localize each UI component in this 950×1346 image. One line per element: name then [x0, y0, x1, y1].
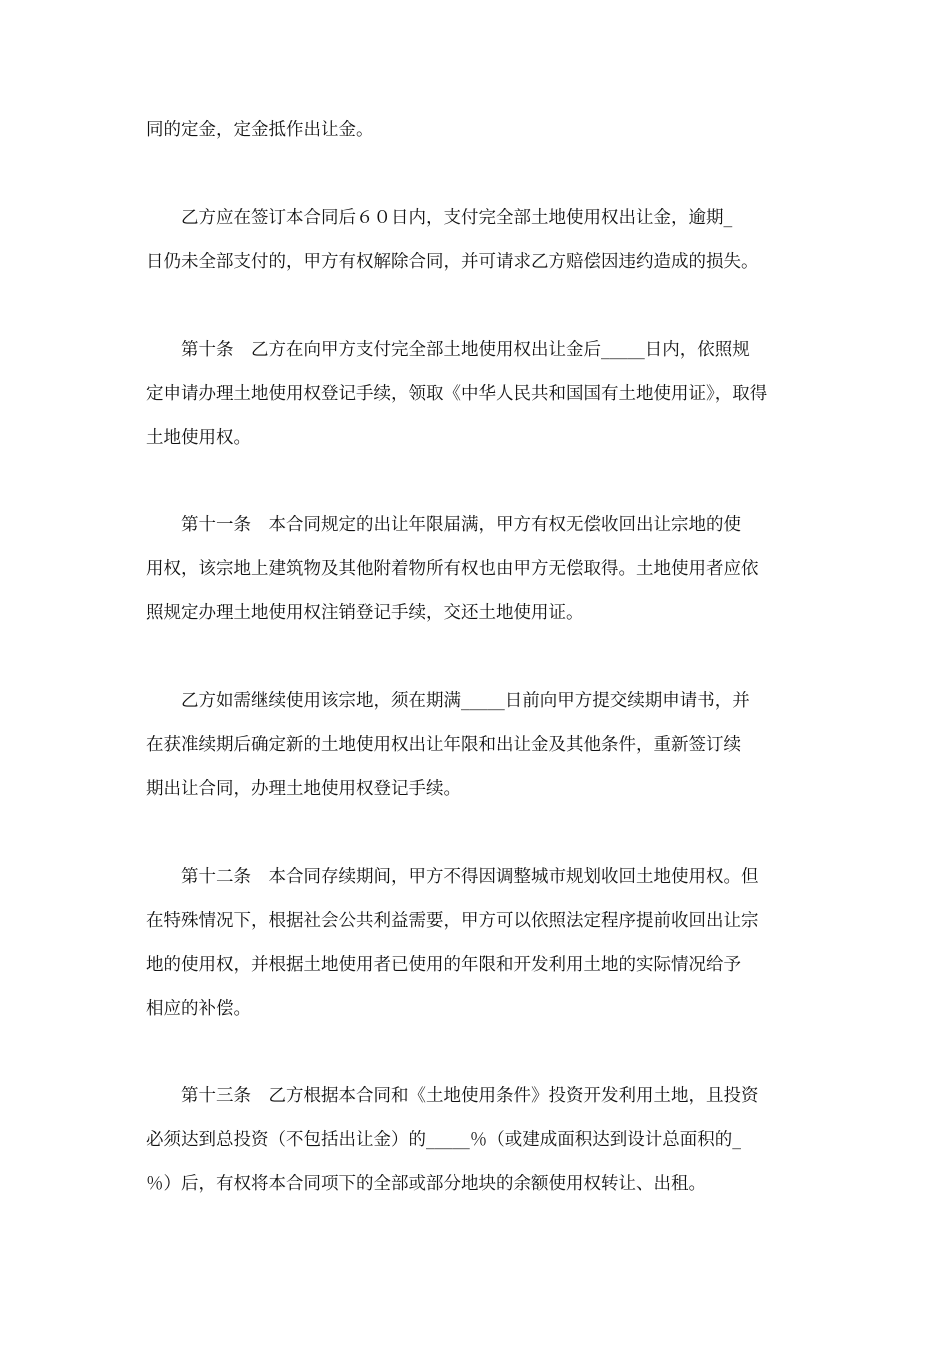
text-line: 同的定金，定金抵作出让金。 [146, 120, 374, 140]
paragraph-article-12 [146, 855, 806, 1031]
paragraph-deposit [146, 108, 806, 152]
paragraph-payment-deadline [146, 196, 806, 284]
text-line: 日仍未全部支付的，甲方有权解除合同，并可请求乙方赔偿因违约造成的损失。 [146, 252, 759, 272]
text-line: 第十条 乙方在向甲方支付完全部土地使用权出让金后_____日内，依照规 [146, 340, 750, 360]
paragraph-renewal [146, 679, 806, 811]
text-line: 第十三条 乙方根据本合同和《土地使用条件》投资开发利用土地，且投资 [146, 1086, 759, 1106]
paragraph-article-10 [146, 328, 806, 460]
text-line: 第十一条 本合同规定的出让年限届满，甲方有权无偿收回出让宗地的使 [146, 515, 741, 535]
text-line: 地的使用权，并根据土地使用者已使用的年限和开发利用土地的实际情况给予 [146, 955, 741, 975]
text-line: 照规定办理土地使用权注销登记手续，交还土地使用证。 [146, 603, 584, 623]
paragraph-article-13 [146, 1074, 806, 1206]
text-line: ％）后，有权将本合同项下的全部或部分地块的余额使用权转让、出租。 [146, 1174, 706, 1194]
text-line: 用权，该宗地上建筑物及其他附着物所有权也由甲方无偿取得。土地使用者应依 [146, 559, 759, 579]
text-line: 相应的补偿。 [146, 999, 251, 1019]
text-line: 定申请办理土地使用权登记手续，领取《中华人民共和国国有土地使用证》，取得 [146, 384, 768, 404]
text-line: 乙方如需继续使用该宗地，须在期满_____日前向甲方提交续期申请书，并 [146, 691, 750, 711]
paragraph-article-11 [146, 503, 806, 635]
text-line: 第十二条 本合同存续期间，甲方不得因调整城市规划收回土地使用权。但 [146, 867, 759, 887]
text-line: 在特殊情况下，根据社会公共利益需要，甲方可以依照法定程序提前收回出让宗 [146, 911, 759, 931]
text-line: 必须达到总投资（不包括出让金）的_____％（或建成面积达到设计总面积的_ [146, 1130, 741, 1150]
text-line: 期出让合同，办理土地使用权登记手续。 [146, 779, 461, 799]
text-line: 乙方应在签订本合同后６０日内，支付完全部土地使用权出让金，逾期_ [146, 208, 733, 228]
text-line: 土地使用权。 [146, 428, 251, 448]
text-line: 在获准续期后确定新的土地使用权出让年限和出让金及其他条件，重新签订续 [146, 735, 741, 755]
